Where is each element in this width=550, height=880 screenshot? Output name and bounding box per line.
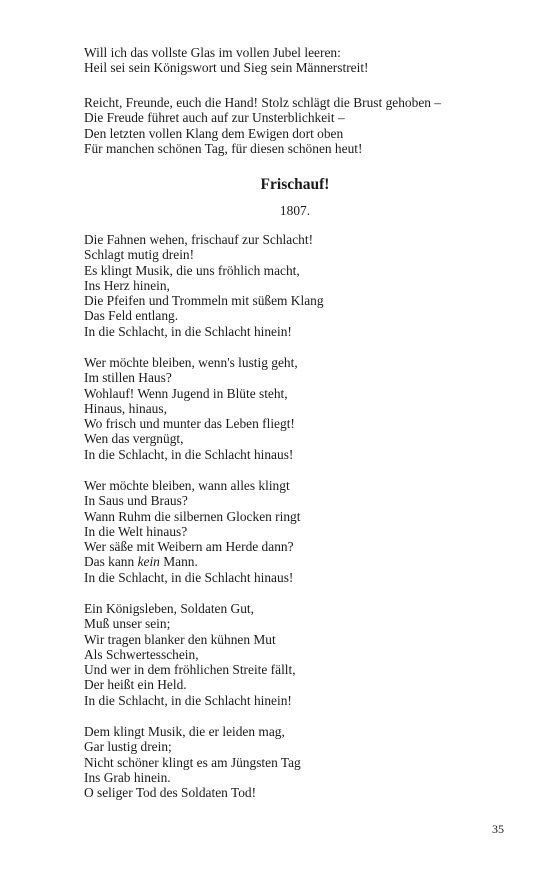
- intro-stanza-2: [84, 95, 524, 156]
- verse-line: Im stillen Haus?: [84, 370, 172, 386]
- verse-line: Die Freude führet auch auf zur Unsterblichkeit –: [84, 110, 345, 126]
- verse-line: Für manchen schönen Tag, für diesen schönen heut!: [84, 140, 363, 156]
- verse-line: Schlagt mutig drein!: [84, 247, 195, 263]
- verse-line: Gar lustig drein;: [84, 739, 172, 755]
- verse-line: Will ich das vollste Glas im vollen Jubel leeren:: [84, 45, 341, 60]
- verse-line: Wer säße mit Weibern am Herde dann?: [84, 539, 294, 555]
- verse-line: Wer möchte bleiben, wann alles klingt: [84, 478, 290, 493]
- verse-line: Hinaus, hinaus,: [84, 400, 167, 416]
- verse-line: Wann Ruhm die silbernen Glocken ringt: [84, 508, 301, 524]
- verse-text: Mann.: [163, 554, 198, 570]
- verse-line: In die Welt hinaus?: [84, 523, 188, 539]
- verse-line: Heil sei sein Königswort und Sieg sein Männerstreit!: [84, 60, 369, 76]
- poem-stanza-1: [84, 232, 524, 339]
- verse-line: Als Schwertesschein,: [84, 646, 199, 662]
- verse-line: Wir tragen blanker den kühnen Mut: [84, 631, 276, 647]
- verse-line: Dem klingt Musik, die er leiden mag,: [84, 724, 285, 739]
- poem-stanza-5: [84, 724, 524, 800]
- poem-stanza-4: [84, 601, 524, 708]
- verse-line: Der heißt ein Held.: [84, 677, 187, 693]
- verse-line-emphasis: [84, 554, 524, 569]
- verse-line: Ins Grab hinein.: [84, 769, 171, 785]
- verse-line: In die Schlacht, in die Schlacht hinein!: [84, 323, 292, 339]
- verse-line: Das Feld entlang.: [84, 308, 179, 324]
- poem-year: 1807.: [279, 203, 311, 218]
- verse-line: Wo frisch und munter das Leben fliegt!: [84, 416, 295, 432]
- verse-text: Das kann: [84, 554, 135, 570]
- verse-line: Es klingt Musik, die uns fröhlich macht,: [84, 262, 300, 278]
- verse-line: Ins Herz hinein,: [84, 277, 170, 293]
- poem-title: Frischauf!: [260, 176, 330, 193]
- verse-line: Nicht schöner klingt es am Jüngsten Tag: [84, 754, 301, 770]
- verse-line: In die Schlacht, in die Schlacht hinaus!: [84, 446, 294, 462]
- verse-line: Den letzten vollen Klang dem Ewigen dort oben: [84, 125, 344, 141]
- verse-line: In die Schlacht, in die Schlacht hinaus!: [84, 569, 294, 585]
- verse-line: Wen das vergnügt,: [84, 431, 184, 447]
- verse-line: Wer möchte bleiben, wenn's lustig geht,: [84, 355, 298, 370]
- verse-line: In die Schlacht, in die Schlacht hinein!: [84, 692, 292, 708]
- intro-stanza-1: [84, 45, 524, 76]
- verse-line: Wohlauf! Wenn Jugend in Blüte steht,: [84, 385, 288, 401]
- verse-line: Reicht, Freunde, euch die Hand! Stolz schlägt die Brust gehoben –: [84, 95, 441, 110]
- verse-line: Muß unser sein;: [84, 616, 171, 632]
- verse-line: Die Pfeifen und Trommeln mit süßem Klang: [84, 293, 324, 309]
- verse-line: Ein Königsleben, Soldaten Gut,: [84, 601, 254, 616]
- page-number: 35: [492, 822, 504, 836]
- verse-line: O seliger Tod des Soldaten Tod!: [84, 785, 257, 801]
- verse-line: Die Fahnen wehen, frischauf zur Schlacht!: [84, 232, 314, 247]
- emphasized-word: kein: [137, 554, 160, 570]
- verse-line: In Saus und Braus?: [84, 493, 188, 509]
- poem-stanza-2: [84, 355, 524, 462]
- poem-stanza-3: [84, 478, 524, 585]
- verse-line: Und wer in dem fröhlichen Streite fällt,: [84, 662, 296, 678]
